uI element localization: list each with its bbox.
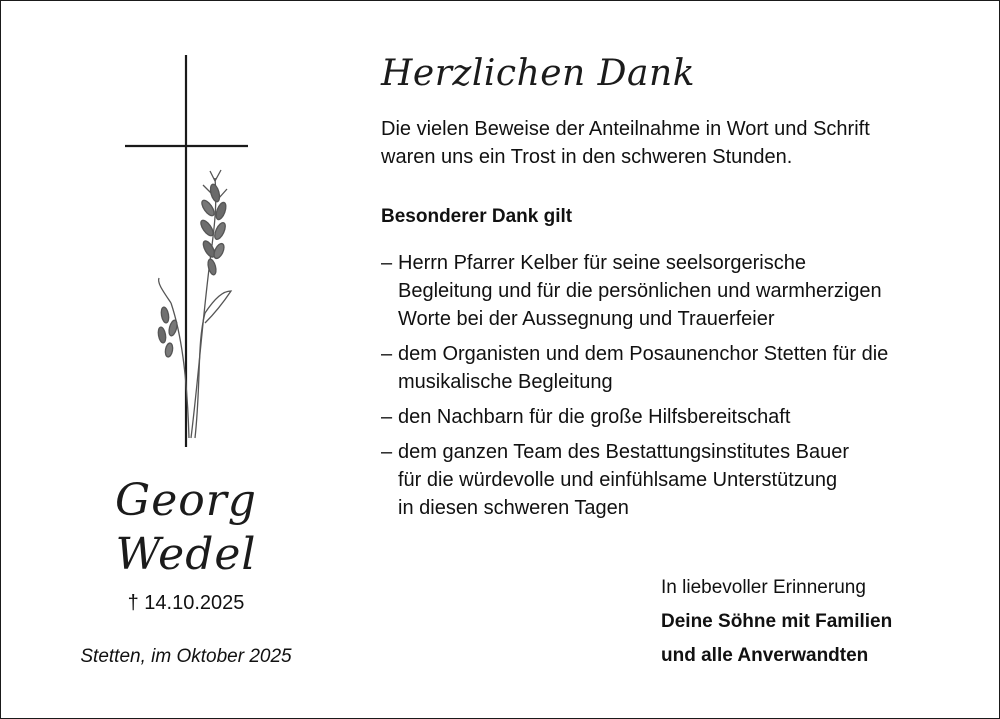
thanks-item bbox=[381, 249, 981, 333]
thanks-item bbox=[381, 403, 981, 431]
intro-line: Die vielen Beweise der Anteilnahme in Wort und Schrift bbox=[381, 118, 870, 140]
dash-marker: – bbox=[381, 406, 393, 428]
thanks-item bbox=[381, 438, 981, 522]
thanks-line: in diesen schweren Tagen bbox=[398, 497, 629, 519]
right-column bbox=[381, 1, 981, 718]
thanks-line: den Nachbarn für die große Hilfsbereitschaft bbox=[398, 406, 791, 428]
thanks-line: Begleitung und für die persönlichen und warmherzigen bbox=[398, 280, 882, 302]
thanks-line: musikalische Begleitung bbox=[398, 371, 613, 393]
dash-marker: – bbox=[381, 441, 393, 463]
cross-wheat-illustration bbox=[111, 53, 261, 453]
death-date: † 14.10.2025 bbox=[127, 592, 245, 614]
thanks-line: dem Organisten und dem Posaunenchor Stetten für die bbox=[398, 343, 889, 365]
thanks-line: Herrn Pfarrer Kelber für seine seelsorgerische bbox=[398, 252, 806, 274]
dash-marker: – bbox=[381, 343, 393, 365]
intro-line: waren uns ein Trost in den schweren Stunden. bbox=[381, 146, 793, 168]
intro-text bbox=[381, 115, 961, 171]
thanks-line: Worte bei der Aussegnung und Trauerfeier bbox=[398, 308, 775, 330]
thanks-list bbox=[381, 249, 981, 529]
signature-line: und alle Anverwandten bbox=[661, 645, 869, 666]
special-thanks-title: Besonderer Dank gilt bbox=[381, 206, 573, 227]
signature-line: Deine Söhne mit Familien bbox=[661, 611, 893, 632]
thanks-line: für die würdevolle und einfühlsame Unterstützung bbox=[398, 469, 838, 491]
left-column bbox=[1, 1, 371, 718]
place-and-date: Stetten, im Oktober 2025 bbox=[80, 646, 292, 667]
heading-herzlichen-dank: Herzlichen Dank bbox=[381, 53, 696, 94]
deceased-last-name: Wedel bbox=[115, 529, 257, 580]
wheat-icon bbox=[157, 170, 231, 438]
thanks-item bbox=[381, 340, 981, 396]
dash-marker: – bbox=[381, 252, 393, 274]
deceased-first-name: Georg bbox=[115, 475, 257, 526]
thanks-line: dem ganzen Team des Bestattungsinstitutes Bauer bbox=[398, 441, 850, 463]
closing-block bbox=[661, 571, 981, 673]
remembrance-line: In liebevoller Erinnerung bbox=[661, 577, 866, 598]
